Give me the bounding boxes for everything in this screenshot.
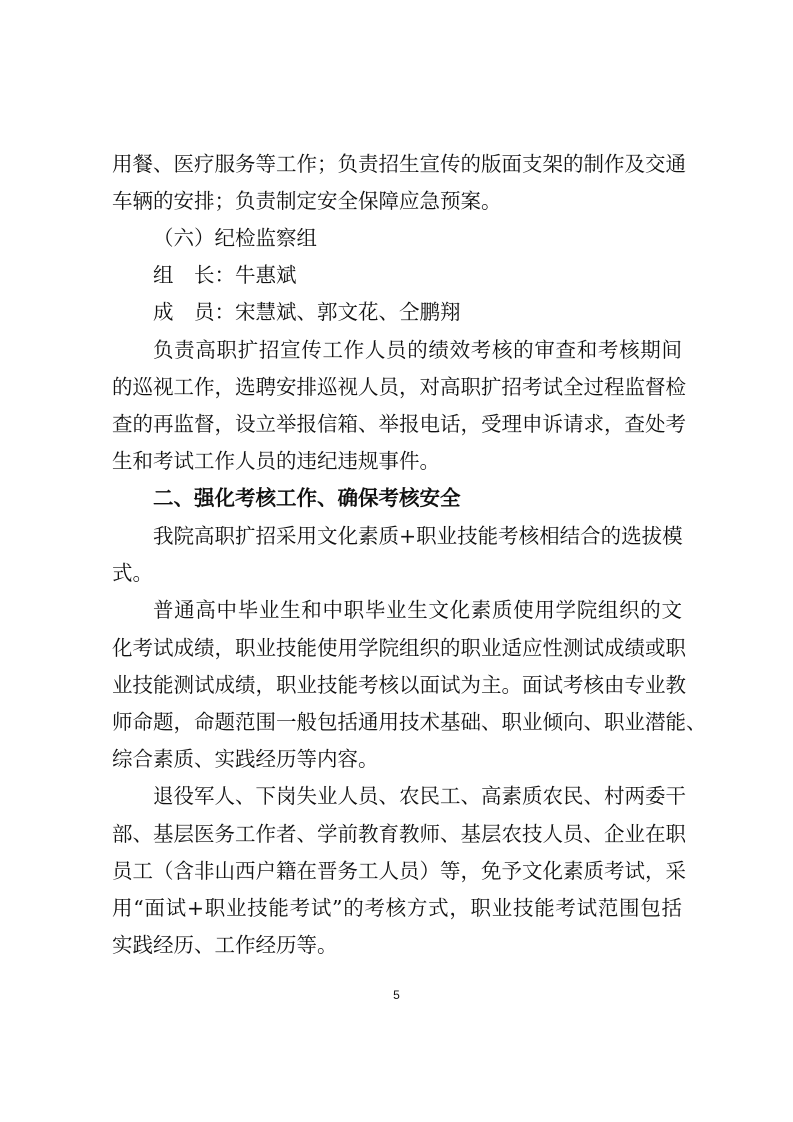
body-text-line: 用餐、医疗服务等工作；负责招生宣传的版面支架的制作及交通 <box>112 152 686 176</box>
section-heading: 二、强化考核工作、确保考核安全 <box>153 486 461 510</box>
body-text-line: 员工（含非山西户籍在晋务工人员）等，免予文化素质考试，采 <box>112 859 686 883</box>
body-text-line: 普通高中毕业生和中职毕业生文化素质使用学院组织的文 <box>153 598 682 622</box>
body-text-line: 部、基层医务工作者、学前教育教师、基层农技人员、企业在职 <box>112 822 686 846</box>
body-text-line: 车辆的安排；负责制定安全保障应急预案。 <box>112 189 502 213</box>
body-text-line: 师命题，命题范围一般包括通用技术基础、职业倾向、职业潜能、 <box>112 710 707 734</box>
body-text-line: 退役军人、下岗失业人员、农民工、高素质农民、村两委干 <box>153 784 686 808</box>
body-text-line: 业技能测试成绩，职业技能考核以面试为主。面试考核由专业教 <box>112 673 686 697</box>
body-text-line: 实践经历、工作经历等。 <box>112 933 338 957</box>
group-leader-line: 组 长：牛惠斌 <box>153 263 297 287</box>
body-text-line: 我院高职扩招采用文化素质+职业技能考核相结合的选拔模 <box>153 524 683 548</box>
body-text-line: 式。 <box>112 561 153 585</box>
body-text-line: 综合素质、实践经历等内容。 <box>112 747 379 771</box>
body-text-line: 生和考试工作人员的违纪违规事件。 <box>112 449 440 473</box>
body-text-line: 负责高职扩招宣传工作人员的绩效考核的审查和考核期间 <box>153 338 682 362</box>
section-subheading: （六）纪检监察组 <box>153 226 317 250</box>
body-text-line: 的巡视工作，选聘安排巡视人员，对高职扩招考试全过程监督检 <box>112 375 686 399</box>
group-members-line: 成 员：宋慧斌、郭文花、仝鹏翔 <box>153 300 461 324</box>
page-number: 5 <box>393 988 400 1002</box>
body-text-line: 用“面试+职业技能考试”的考核方式，职业技能考试范围包括 <box>112 896 682 920</box>
body-text-line: 化考试成绩，职业技能使用学院组织的职业适应性测试成绩或职 <box>112 636 686 660</box>
body-text-line: 查的再监督，设立举报信箱、举报电话，受理申诉请求，查处考 <box>112 412 686 436</box>
